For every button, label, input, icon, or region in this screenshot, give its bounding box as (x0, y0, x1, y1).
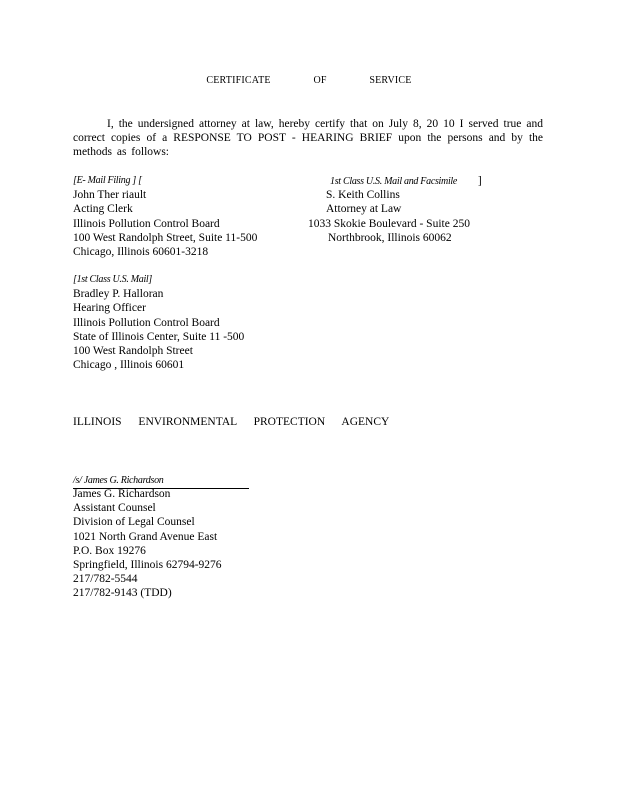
recipient-clerk (73, 174, 257, 259)
recipient-line: S. Keith Collins (326, 189, 400, 202)
signature-line-text: P.O. Box 19276 (73, 544, 146, 557)
signature-line-text: 1021 North Grand Avenue East (73, 530, 218, 543)
recipient-line: Illinois Pollution Control Board (73, 217, 220, 230)
signature-block (73, 487, 222, 601)
method-bracket: ] (477, 175, 482, 187)
recipient-line: Bradley P. Halloran (73, 288, 164, 301)
recipient-line: John Ther riault (73, 189, 147, 202)
recipient-collins (308, 174, 482, 245)
service-method-mail: [1st Class U.S. Mail] (73, 274, 152, 285)
title-word-of: OF (313, 75, 327, 86)
recipient-line: Chicago, Illinois 60601-3218 (73, 245, 209, 258)
recipient-line: Chicago , Illinois 60601 (73, 359, 185, 372)
signature-line: /s/ James G. Richardson (73, 474, 249, 489)
signature-line-text: Assistant Counsel (73, 502, 156, 515)
recipient-line: 100 West Randolph Street, Suite 11-500 (73, 231, 258, 244)
signature-line-text: 217/782-5544 (73, 573, 138, 586)
recipient-line: Hearing Officer (73, 302, 146, 315)
recipient-line: 100 West Randolph Street (73, 344, 193, 357)
signature-line-text: Division of Legal Counsel (73, 516, 195, 529)
recipient-line: Northbrook, Illinois 60062 (328, 231, 452, 244)
service-method-email: [E- Mail Filing ] [ (73, 175, 142, 186)
document-title (0, 74, 618, 88)
service-method-mail-fax: 1st Class U.S. Mail and Facsimile (330, 176, 458, 187)
recipient-line: 1033 Skokie Boulevard - Suite 250 (308, 217, 470, 230)
signature-line-text: James G. Richardson (73, 488, 171, 500)
recipient-line: Acting Clerk (73, 203, 133, 216)
agency-name: ILLINOIS ENVIRONMENTAL PROTECTION AGENCY (73, 416, 390, 428)
recipient-line: State of Illinois Center, Suite 11 -500 (73, 330, 245, 343)
title-word-certificate: CERTIFICATE (206, 75, 271, 86)
signature-line-text: 217/782-9143 (TDD) (73, 587, 172, 600)
title-word-service: SERVICE (369, 75, 412, 86)
recipient-line: Illinois Pollution Control Board (73, 316, 220, 329)
signature-line-text: Springfield, Illinois 62794-9276 (73, 558, 222, 571)
recipient-hearing-officer (73, 273, 244, 372)
intro-paragraph: I, the undersigned attorney at law, hereby certify that on July 8, 20 10 I served true and correct copies of a RESPONSE TO POST - HEARING BRIEF upon the persons and by the methods as follows: (73, 118, 543, 159)
recipient-line: Attorney at Law (326, 203, 402, 216)
